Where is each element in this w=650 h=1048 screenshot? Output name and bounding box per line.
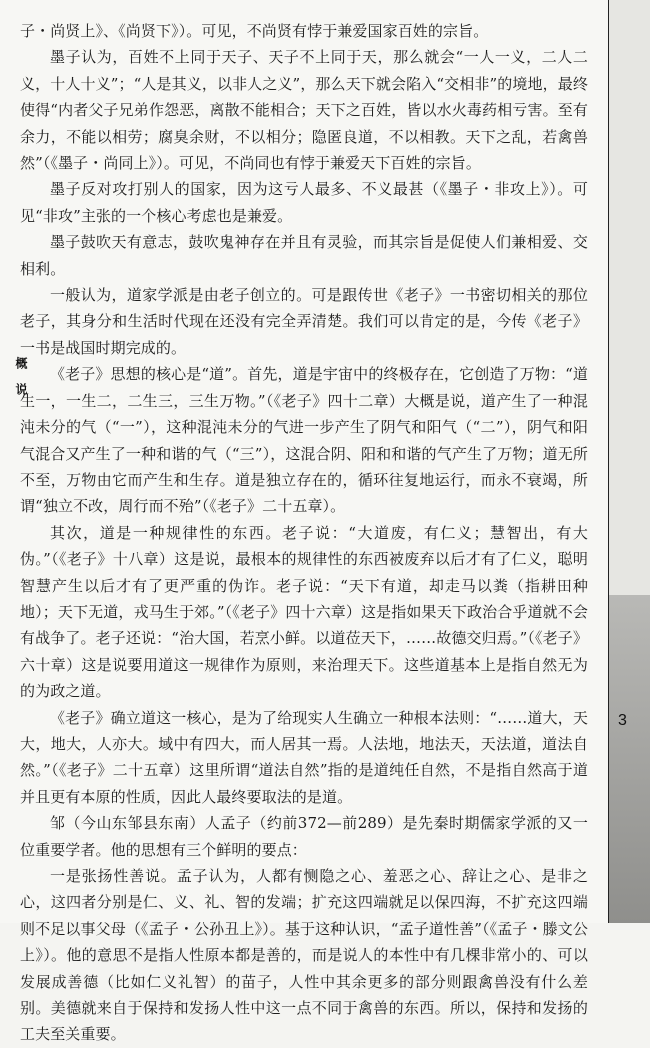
paragraph-8: 《老子》确立道这一核心，是为了给现实人生确立一种根本法则：“……道大，天大，地大，人亦大。域中有四大，而人居其一焉。人法地，地法天，天法道，道法自然。”（《老子》二十五章）这里所谓“道法自然”指的是道纯任自然，不是指自然高于道并且更有本原的性质，因此人最终要取法的是道。 xyxy=(20,708,588,806)
side-tab-shade xyxy=(609,595,650,923)
paragraph-6: 《老子》思想的核心是“道”。首先，道是宇宙中的终极存在，它创造了万物：“道生一，一生二，二生三，三生万物。”（《老子》四十二章）大概是说，道产生了一种混沌未分的气（“一”），这种混沌未分的气进一步产生了阴气和阳气（“二”），阴气和阳气混合又产生了一种和谐的气（“三”），这混合阴、阳和和谐的气产生了万物；道无所不至，万物由它而产生和生存。道是独立存在的，循环往复地运行，而永不衰竭，所谓“独立不改，周行而不殆”（《老子》二十五章）。 xyxy=(20,365,588,516)
section-side-title: 概说 xyxy=(14,357,28,409)
paragraph-5: 一般认为，道家学派是由老子创立的。可是跟传世《老子》一书密切相关的那位老子，其身分和生活时代现在还没有完全弄清楚。我们可以肯定的是，今传《老子》一书是战国时期完成的。 xyxy=(20,286,588,357)
body-text xyxy=(20,18,588,1048)
paragraph-3: 墨子反对攻打别人的国家，因为这亏人最多、不义最甚（《墨子・非攻上》）。可见“非攻”主张的一个核心考虑也是兼爱。 xyxy=(20,180,588,225)
paragraph-4: 墨子鼓吹天有意志，鼓吹鬼神存在并且有灵验，而其宗旨是促使人们兼相爱、交相利。 xyxy=(20,233,588,278)
paragraph-7: 其次，道是一种规律性的东西。老子说：“大道废，有仁义；慧智出，有大伪。”（《老子》十八章）这是说，最根本的规律性的东西被废弃以后才有了仁义，聪明智慧产生以后才有了更严重的伪诈。老子说：“天下有道，却走马以粪（指耕田种地）；天下无道，戎马生于郊。”（《老子》四十六章）这是指如果天下政治合乎道就不会有战争了。老子还说：“治大国，若烹小鲜。以道莅天下，……故德交归焉。”（《老子》六十章）这是说要用道这一规律作为原则，来治理天下。这些道基本上是指自然无为的为政之道。 xyxy=(20,523,588,701)
side-margin-tab xyxy=(608,0,650,923)
paragraph-2: 墨子认为，百姓不上同于天子、天子不上同于天，那么就会“一人一义，二人二义，十人十义”；“人是其义，以非人之义”，那么天下就会陷入“交相非”的境地，最终使得“内者父子兄弟作怨恶，离散不能相合；天下之百姓，皆以水火毒药相亏害。至有余力，不能以相劳；腐臭余财，不以相分；隐匿良道，不以相教。天下之乱，若禽兽然”（《墨子・尚同上》）。可见，不尚同也有悖于兼爱天下百姓的宗旨。 xyxy=(20,48,588,173)
paragraph-10: 一是张扬性善说。孟子认为，人都有恻隐之心、羞恶之心、辞让之心、是非之心，这四者分别是仁、义、礼、智的发端；扩充这四端就足以保四海，不扩充这四端则不足以事父母（《孟子・公孙丑上》）。基于这种认识，“孟子道性善”（《孟子・滕文公上》）。他的意思不是指人性原本都是善的，而是说人的本性中有几棵非常小的、可以发展成善德（比如仁义礼智）的苗子，人性中其余更多的部分则跟禽兽没有什么差别。美德就来自于保持和发扬人性中这一点不同于禽兽的东西。所以，保持和发扬的工夫至关重要。 xyxy=(20,867,588,1044)
paragraph-9: 邹（今山东邹县东南）人孟子（约前372—前289）是先秦时期儒家学派的又一位重要学者。他的思想有三个鲜明的要点： xyxy=(20,814,588,859)
page-number: 3 xyxy=(618,712,627,729)
paragraph-1: 子・尚贤上》、《尚贤下》）。可见，不尚贤有悖于兼爱国家百姓的宗旨。 xyxy=(20,22,489,40)
